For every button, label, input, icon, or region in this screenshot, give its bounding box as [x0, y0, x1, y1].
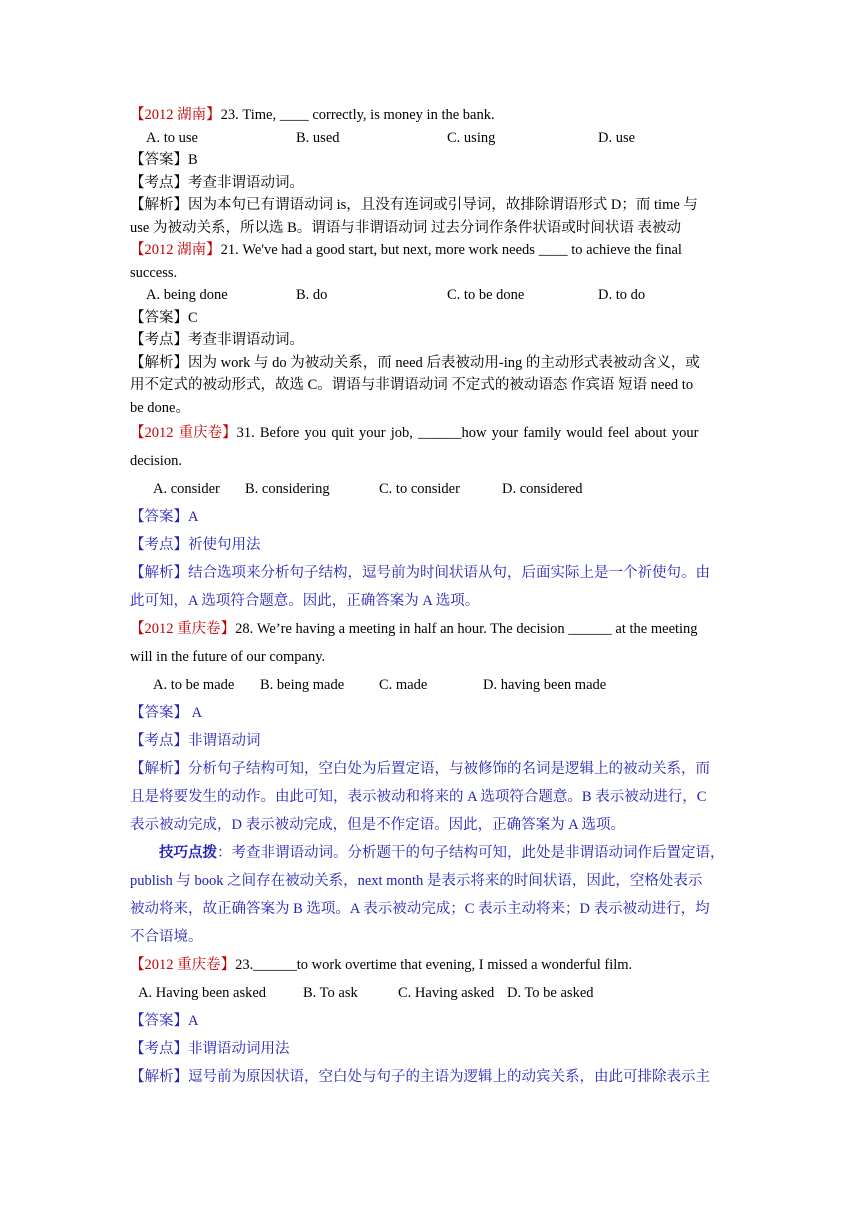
tip-label: 技巧点拨 — [159, 845, 217, 861]
explanation-line: use 为被动关系，所以选 B。谓语与非谓语动词 过去分词作条件状语或时间状语 表被动 — [130, 219, 681, 236]
options-row — [130, 671, 732, 699]
option-a: A. being done — [146, 287, 228, 303]
answer-line: 【答案】C — [130, 309, 198, 326]
answer-line: 【答案】A — [130, 509, 199, 525]
question-3 — [130, 419, 732, 615]
option-b: B. being made — [260, 677, 345, 693]
option-a: A. to use — [146, 129, 198, 146]
question-stem: 【2012 重庆卷】28. We’re having a meeting in half an hour. The decision ______ at the meeting — [130, 621, 698, 637]
source-tag: 【2012 重庆卷】 — [130, 957, 236, 973]
explanation-line: 【解析】分析句子结构可知，空白处为后置定语，与被修饰的名词是逻辑上的被动关系，而 — [130, 761, 710, 777]
document-content — [130, 104, 732, 1091]
point-line: 【考点】考查非谓语动词。 — [130, 174, 304, 191]
tip-line: publish 与 book 之间存在被动关系，next month 是表示将来的时间状语，因此，空格处表示 — [130, 873, 703, 889]
source-tag: 【2012 重庆卷】 — [130, 621, 236, 637]
answer-line: 【答案】 A — [130, 705, 203, 721]
explanation-line: be done。 — [130, 399, 190, 416]
question-4 — [130, 615, 732, 951]
question-2 — [130, 239, 732, 419]
options-row — [130, 284, 732, 307]
option-b: B. do — [296, 287, 328, 303]
explanation-line: 表示被动完成，D 表示被动完成，但是不作定语。因此，正确答案为 A 选项。 — [130, 817, 626, 833]
option-d: D. considered — [502, 481, 583, 497]
option-a: A. consider — [153, 481, 220, 497]
option-c: C. to be done — [447, 287, 525, 303]
point-line: 【考点】非谓语动词 — [130, 733, 261, 749]
option-a: A. Having been asked — [138, 985, 267, 1001]
answer-line: 【答案】B — [130, 152, 198, 168]
question-stem: 【2012 湖南】21. We've had a good start, but next, more work needs ____ to achieve the final — [130, 242, 682, 258]
option-b: B. used — [296, 129, 340, 146]
explanation-line: 用不定式的被动形式，故选 C。谓语与非谓语动词 不定式的被动语态 作宾语 短语 need to — [130, 377, 694, 393]
explanation-line: 【解析】结合选项来分析句子结构，逗号前为时间状语从句，后面实际上是一个祈使句。由 — [130, 565, 710, 581]
point-line: 【考点】考查非谓语动词。 — [130, 332, 304, 348]
question-stem: 【2012 重庆卷】31. Before you quit your job, ______how your family would feel about your — [130, 425, 699, 441]
point-line: 【考点】非谓语动词用法 — [130, 1041, 290, 1057]
source-tag: 【2012 湖南】 — [130, 107, 221, 123]
option-b: B. considering — [245, 481, 330, 497]
option-b: B. To ask — [303, 985, 358, 1001]
question-stem-cont: decision. — [130, 453, 182, 469]
options-row — [130, 475, 732, 503]
question-stem-cont: success. — [130, 264, 178, 281]
explanation-line: 【解析】因为本句已有谓语动词 is，且没有连词或引导词，故排除谓语形式 D；而 time 与 — [130, 197, 698, 213]
point-line: 【考点】祈使句用法 — [130, 537, 261, 553]
explanation-line: 且是将要发生的动作。由此可知，表示被动和将来的 A 选项符合题意。B 表示被动进行，C — [130, 789, 707, 805]
option-c: C. made — [379, 677, 428, 693]
question-stem: 【2012 湖南】23. Time, ____ correctly, is money in the bank. — [130, 107, 495, 123]
explanation-line: 【解析】逗号前为原因状语，空白处与句子的主语为逻辑上的动宾关系，由此可排除表示主 — [130, 1069, 710, 1085]
tip-line: 技巧点拨：考查非谓语动词。分析题干的句子结构可知，此处是非谓语动词作后置定语， — [159, 845, 725, 861]
source-tag: 【2012 湖南】 — [130, 242, 221, 258]
options-row — [130, 979, 732, 1007]
tip-line: 不合语境。 — [130, 929, 203, 945]
tip-line: 被动将来，故正确答案为 B 选项。A 表示被动完成；C 表示主动将来；D 表示被动进行，均 — [130, 901, 710, 917]
options-row — [130, 127, 732, 150]
question-stem: 【2012 重庆卷】23.______to work overtime that evening, I missed a wonderful film. — [130, 957, 633, 973]
option-d: D. to do — [598, 287, 646, 303]
source-tag: 【2012 重庆卷】 — [130, 425, 237, 441]
question-5 — [130, 951, 732, 1091]
option-a: A. to be made — [153, 677, 235, 693]
option-d: D. use — [598, 129, 636, 146]
explanation-line: 此可知，A 选项符合题意。因此，正确答案为 A 选项。 — [130, 593, 480, 609]
option-c: C. using — [447, 129, 496, 146]
option-d: D. To be asked — [507, 985, 594, 1001]
question-stem-cont: will in the future of our company. — [130, 649, 326, 665]
question-1 — [130, 104, 732, 239]
option-d: D. having been made — [483, 677, 607, 693]
explanation-line: 【解析】因为 work 与 do 为被动关系，而 need 后表被动用-ing 的主动形式表被动含义，或 — [130, 354, 700, 371]
option-c: C. Having asked — [398, 985, 495, 1001]
option-c: C. to consider — [379, 481, 460, 497]
answer-line: 【答案】A — [130, 1013, 199, 1029]
